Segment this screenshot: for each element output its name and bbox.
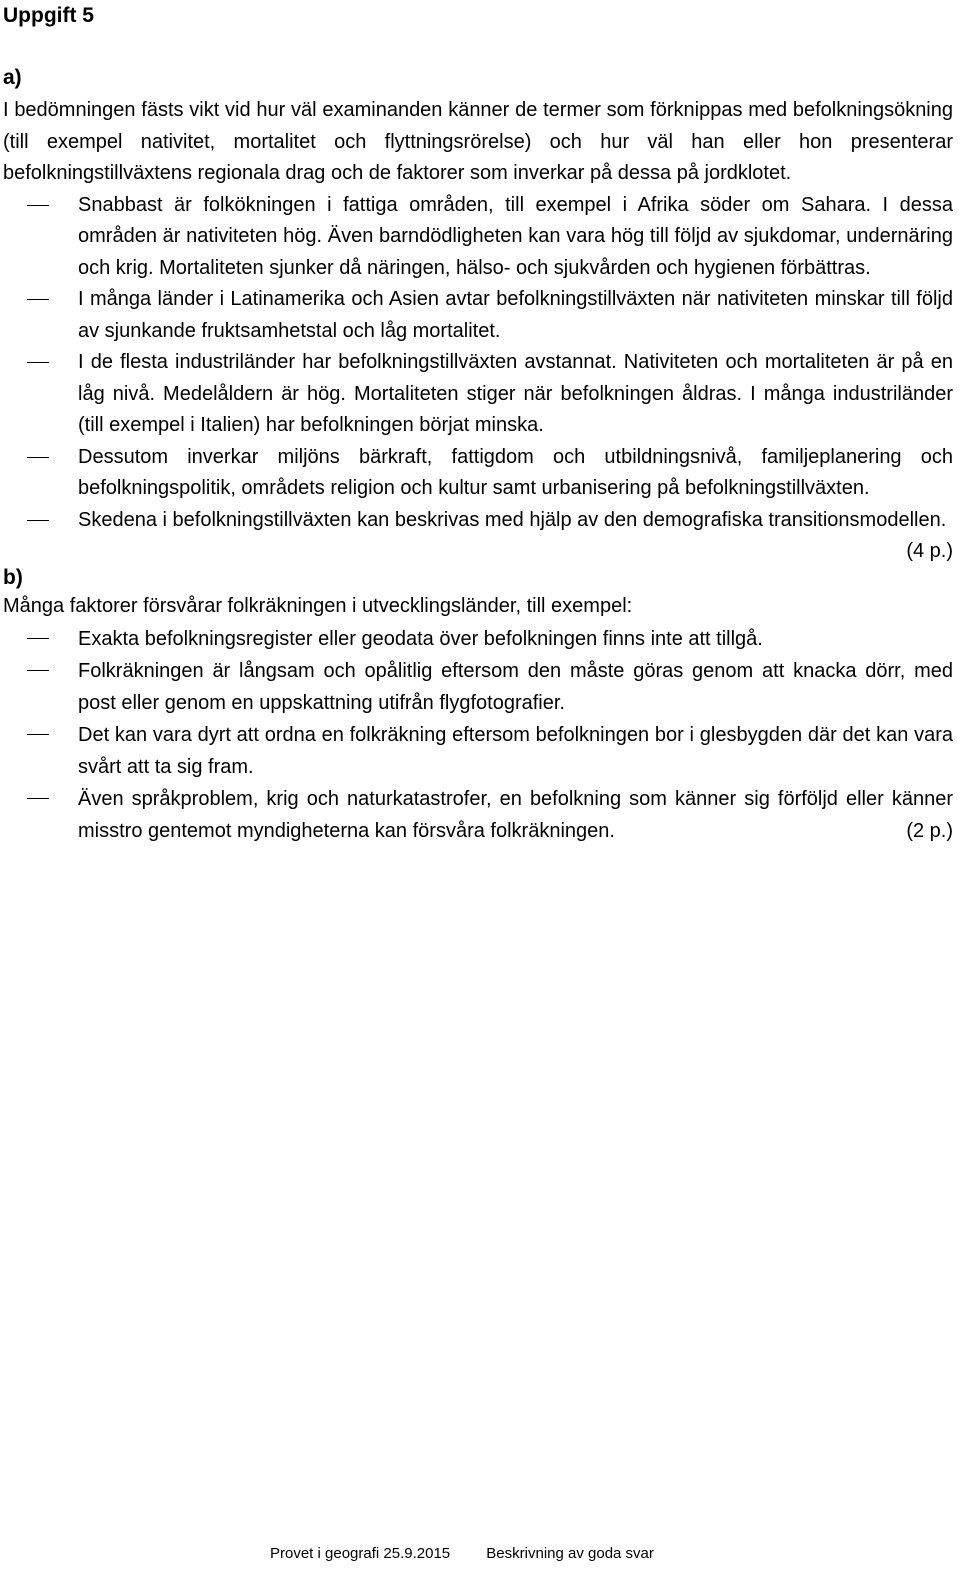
- list-item-text: Även språkproblem, krig och naturkatastrofer, en befolkning som känner sig förföljd eller känner misstro gentemot myndigheterna kan försvåra folkräkningen.: [78, 787, 953, 842]
- dash-bullet-icon: [27, 205, 49, 206]
- list-item: [3, 442, 953, 505]
- list-item: [3, 783, 953, 847]
- dash-bullet-icon: [27, 520, 49, 521]
- part-a-intro: I bedömningen fästs vikt vid hur väl examinanden känner de termer som förknippas med befolkningsökning (till exempel nativitet, mortalitet och flyttningsrörelse) och hur väl han eller hon presenterar befolkningstillväxtens regionala drag och de faktorer som inverkar på dessa på jordklotet.: [3, 99, 953, 184]
- part-a-label: a): [3, 66, 22, 89]
- list-item: [3, 623, 953, 655]
- list-item-text: I de flesta industriländer har befolkningstillväxten avstannat. Nativiteten och mortaliteten är på en låg nivå. Medelåldern är hög. Mortaliteten stiger när befolkningen åldras. I många industriländer (till exempel i Italien) har befolkningen börjat minska.: [78, 351, 953, 436]
- footer-doc-type: Beskrivning av goda svar: [486, 1545, 654, 1562]
- list-item-text: Skedena i befolkningstillväxten kan beskrivas med hjälp av den demografiska transitionsmodellen.: [78, 508, 947, 531]
- dash-bullet-icon: [27, 670, 49, 671]
- list-item-text: I många länder i Latinamerika och Asien avtar befolkningstillväxten när nativiteten minskar till följd av sjunkande fruktsamhetstal och låg mortalitet.: [78, 288, 953, 342]
- footer-exam-name: Provet i geografi 25.9.2015: [270, 1545, 451, 1562]
- part-b-list: [3, 623, 953, 847]
- dash-bullet-icon: [27, 798, 49, 799]
- list-item-text: Det kan vara dyrt att ordna en folkräkning eftersom befolkningen bor i glesbygden där det kan vara svårt att ta sig fram.: [78, 723, 953, 778]
- list-item: [3, 655, 953, 719]
- list-item: [3, 347, 953, 442]
- dash-bullet-icon: [27, 362, 49, 363]
- list-item: [3, 505, 953, 562]
- dash-bullet-icon: [27, 299, 49, 300]
- list-item-text: Dessutom inverkar miljöns bärkraft, fattigdom och utbildningsnivå, familjeplanering och befolkningspolitik, områdets religion och kultur samt urbanisering på befolkningstillväxten.: [78, 445, 953, 499]
- list-item-text: Exakta befolkningsregister eller geodata över befolkningen finns inte att tillgå.: [78, 627, 763, 650]
- list-item-text: Folkräkningen är långsam och opålitlig eftersom den måste göras genom att knacka dörr, med post eller genom en uppskattning utifrån flygfotografier.: [78, 659, 953, 714]
- part-b-intro: Många faktorer försvårar folkräkningen i utvecklingsländer, till exempel:: [3, 595, 633, 617]
- list-item-text: Snabbast är folkökningen i fattiga områden, till exempel i Afrika söder om Sahara. I dessa områden är nativiteten hög. Även barndödligheten kan vara hög till följd av sjukdomar, undernäring och krig. Mortaliteten sjunker då näringen, hälso- och sjukvården och hygienen förbättras.: [78, 193, 953, 279]
- list-item: [3, 719, 953, 783]
- list-item: [3, 190, 953, 285]
- page-footer: [270, 1545, 654, 1562]
- list-item: [3, 284, 953, 347]
- points-label: (2 p.): [906, 819, 953, 842]
- part-b-label: b): [3, 566, 23, 589]
- part-a-list: [3, 190, 953, 562]
- document-page: [3, 0, 953, 847]
- dash-bullet-icon: [27, 734, 49, 735]
- page-title: Uppgift 5: [3, 4, 94, 27]
- points-label: (4 p.): [906, 540, 953, 562]
- dash-bullet-icon: [27, 457, 49, 458]
- dash-bullet-icon: [27, 638, 49, 639]
